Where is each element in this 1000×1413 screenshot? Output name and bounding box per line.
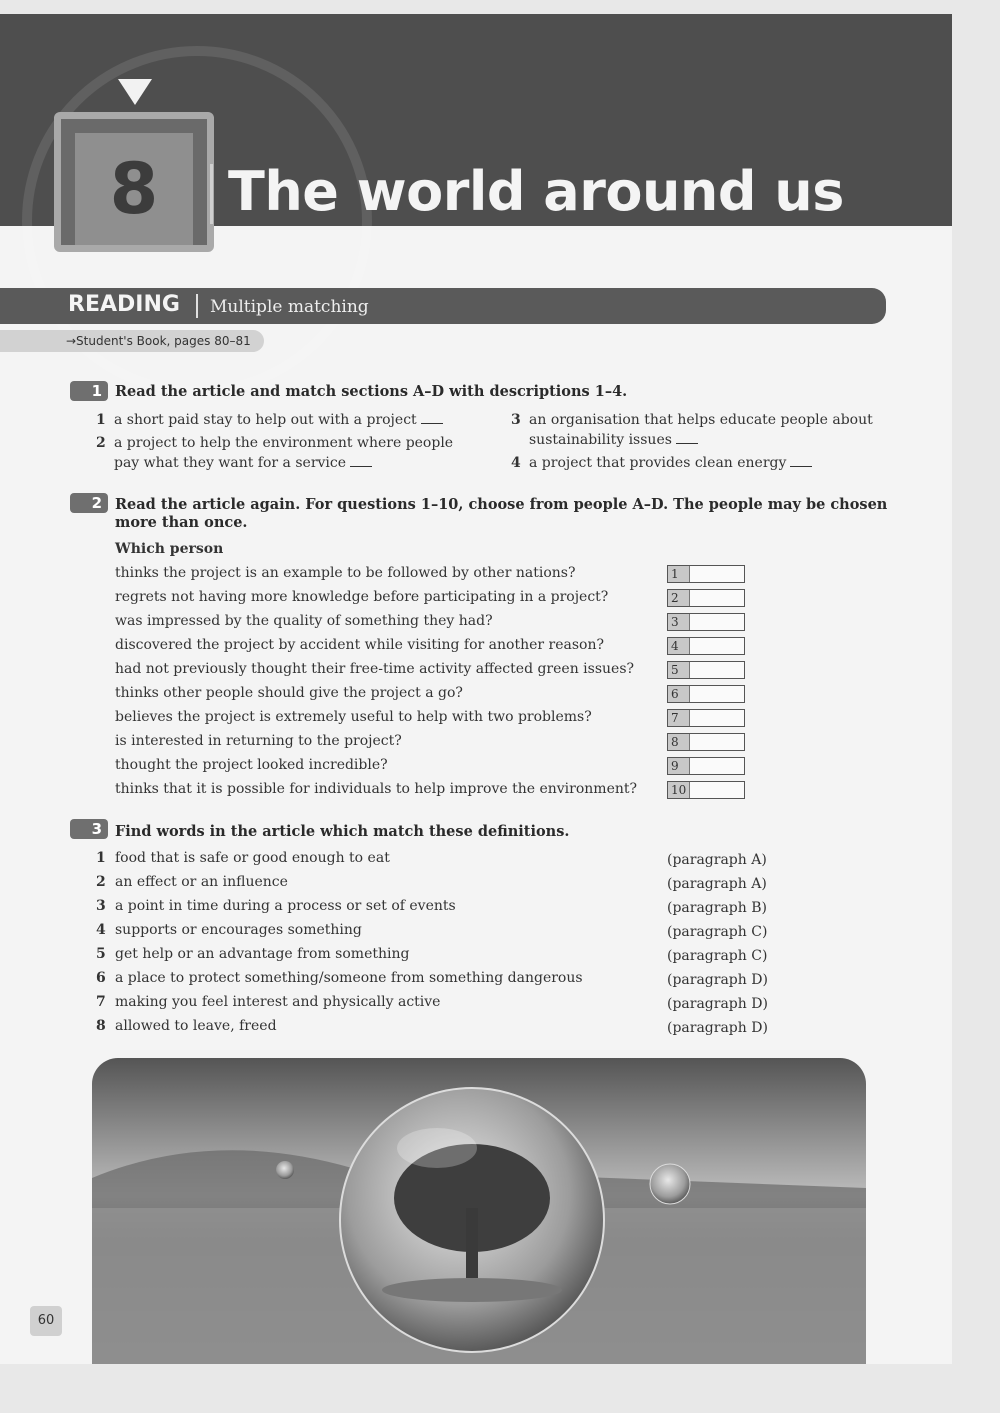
- ex3-item-number: 3: [96, 898, 106, 914]
- ex1-item-text: a project to help the environment where people: [114, 435, 454, 451]
- photo-illustration: [92, 1058, 866, 1364]
- ex2-question-text: thinks that it is possible for individuals to help improve the environment?: [115, 781, 637, 797]
- ex3-paragraph-ref: (paragraph B): [667, 900, 767, 916]
- exercise-2-badge: 2: [70, 493, 108, 513]
- chapter-title: The world around us: [228, 160, 844, 223]
- answer-box-number: 10: [668, 782, 690, 798]
- ex3-item-number: 5: [96, 946, 106, 962]
- section-subtitle: Multiple matching: [210, 297, 369, 317]
- ex1-item: [114, 411, 443, 429]
- ex2-question-text: thought the project looked incredible?: [115, 757, 388, 773]
- ex3-definition-text: food that is safe or good enough to eat: [115, 850, 390, 866]
- ex1-item-number: 4: [511, 455, 521, 471]
- exercise-3-instruction: Find words in the article which match these definitions.: [115, 823, 570, 840]
- ex2-question-text: discovered the project by accident while visiting for another reason?: [115, 637, 604, 653]
- ex1-item-number: 1: [96, 412, 106, 428]
- ex1-item-text: a project that provides clean energy: [529, 455, 787, 471]
- chapter-number-box: [54, 112, 214, 252]
- ex3-definition-text: get help or an advantage from something: [115, 946, 410, 962]
- ex3-definition-text: making you feel interest and physically active: [115, 994, 441, 1010]
- triangle-icon: [118, 79, 152, 105]
- exercise-2-instruction-cont: more than once.: [115, 514, 248, 531]
- exercise-2-instruction: Read the article again. For questions 1–10, choose from people A–D. The people may be chosen: [115, 496, 888, 513]
- section-separator: [196, 294, 198, 318]
- ex2-question-text: is interested in returning to the project?: [115, 733, 402, 749]
- answer-box-number: 4: [668, 638, 690, 654]
- answer-box[interactable]: [667, 613, 745, 631]
- ex3-paragraph-ref: (paragraph D): [667, 996, 768, 1012]
- ex3-paragraph-ref: (paragraph C): [667, 924, 768, 940]
- ex3-item-number: 1: [96, 850, 106, 866]
- ex3-definition-text: a point in time during a process or set of events: [115, 898, 456, 914]
- answer-box-number: 6: [668, 686, 690, 702]
- ex3-paragraph-ref: (paragraph D): [667, 972, 768, 988]
- answer-box[interactable]: [667, 637, 745, 655]
- ex1-item-text: an organisation that helps educate people about: [529, 412, 873, 428]
- answer-box[interactable]: [667, 757, 745, 775]
- ex1-item: [529, 454, 812, 472]
- ex2-question-text: thinks the project is an example to be followed by other nations?: [115, 565, 576, 581]
- answer-box-number: 9: [668, 758, 690, 774]
- ex3-item-number: 4: [96, 922, 106, 938]
- ex3-definition-text: supports or encourages something: [115, 922, 362, 938]
- ex2-question-text: thinks other people should give the project a go?: [115, 685, 463, 701]
- ex3-item-number: 2: [96, 874, 106, 890]
- which-person-lead: Which person: [115, 541, 224, 557]
- answer-blank[interactable]: [350, 454, 372, 467]
- exercise-1-badge: 1: [70, 381, 108, 401]
- answer-box[interactable]: [667, 565, 745, 583]
- answer-box[interactable]: [667, 781, 745, 799]
- answer-box[interactable]: [667, 685, 745, 703]
- chapter-header: [0, 14, 952, 230]
- ex1-item: [529, 431, 698, 449]
- answer-box-number: 5: [668, 662, 690, 678]
- students-book-reference: →Student's Book, pages 80–81: [0, 330, 264, 352]
- ex1-item: [114, 454, 372, 472]
- answer-box-number: 7: [668, 710, 690, 726]
- ex1-item-text: sustainability issues: [529, 432, 672, 448]
- answer-box-number: 8: [668, 734, 690, 750]
- answer-blank[interactable]: [676, 431, 698, 444]
- ex2-question-text: believes the project is extremely useful to help with two problems?: [115, 709, 592, 725]
- ex3-paragraph-ref: (paragraph C): [667, 948, 768, 964]
- ex1-item-number: 3: [511, 412, 521, 428]
- ex3-paragraph-ref: (paragraph A): [667, 876, 767, 892]
- ex2-question-text: was impressed by the quality of something they had?: [115, 613, 493, 629]
- ex3-paragraph-ref: (paragraph A): [667, 852, 767, 868]
- ex3-item-number: 7: [96, 994, 106, 1010]
- ex2-question-text: regrets not having more knowledge before participating in a project?: [115, 589, 609, 605]
- answer-box-number: 3: [668, 614, 690, 630]
- photo-globe-tree: [92, 1058, 866, 1364]
- page-number: 60: [30, 1306, 62, 1336]
- title-divider: [210, 164, 213, 224]
- answer-box[interactable]: [667, 709, 745, 727]
- section-bar: [0, 288, 886, 324]
- answer-box-number: 2: [668, 590, 690, 606]
- exercise-3-badge: 3: [70, 819, 108, 839]
- workbook-page: [0, 14, 952, 1364]
- ex3-definition-text: an effect or an influence: [115, 874, 288, 890]
- ex1-item-number: 2: [96, 435, 106, 451]
- answer-box[interactable]: [667, 661, 745, 679]
- ex2-question-text: had not previously thought their free-time activity affected green issues?: [115, 661, 635, 677]
- answer-box-number: 1: [668, 566, 690, 582]
- answer-blank[interactable]: [790, 454, 812, 467]
- exercise-1-instruction: Read the article and match sections A–D with descriptions 1–4.: [115, 383, 628, 400]
- section-name: READING: [68, 292, 180, 317]
- ex1-item-text: a short paid stay to help out with a project: [114, 412, 417, 428]
- ex3-definition-text: allowed to leave, freed: [115, 1018, 277, 1034]
- ex3-item-number: 8: [96, 1018, 106, 1034]
- ex1-item-text: pay what they want for a service: [114, 455, 347, 471]
- answer-blank[interactable]: [421, 411, 443, 424]
- chapter-number: 8: [75, 133, 193, 245]
- ex3-paragraph-ref: (paragraph D): [667, 1020, 768, 1036]
- ex3-item-number: 6: [96, 970, 106, 986]
- answer-box[interactable]: [667, 589, 745, 607]
- ex3-definition-text: a place to protect something/someone from something dangerous: [115, 970, 583, 986]
- answer-box[interactable]: [667, 733, 745, 751]
